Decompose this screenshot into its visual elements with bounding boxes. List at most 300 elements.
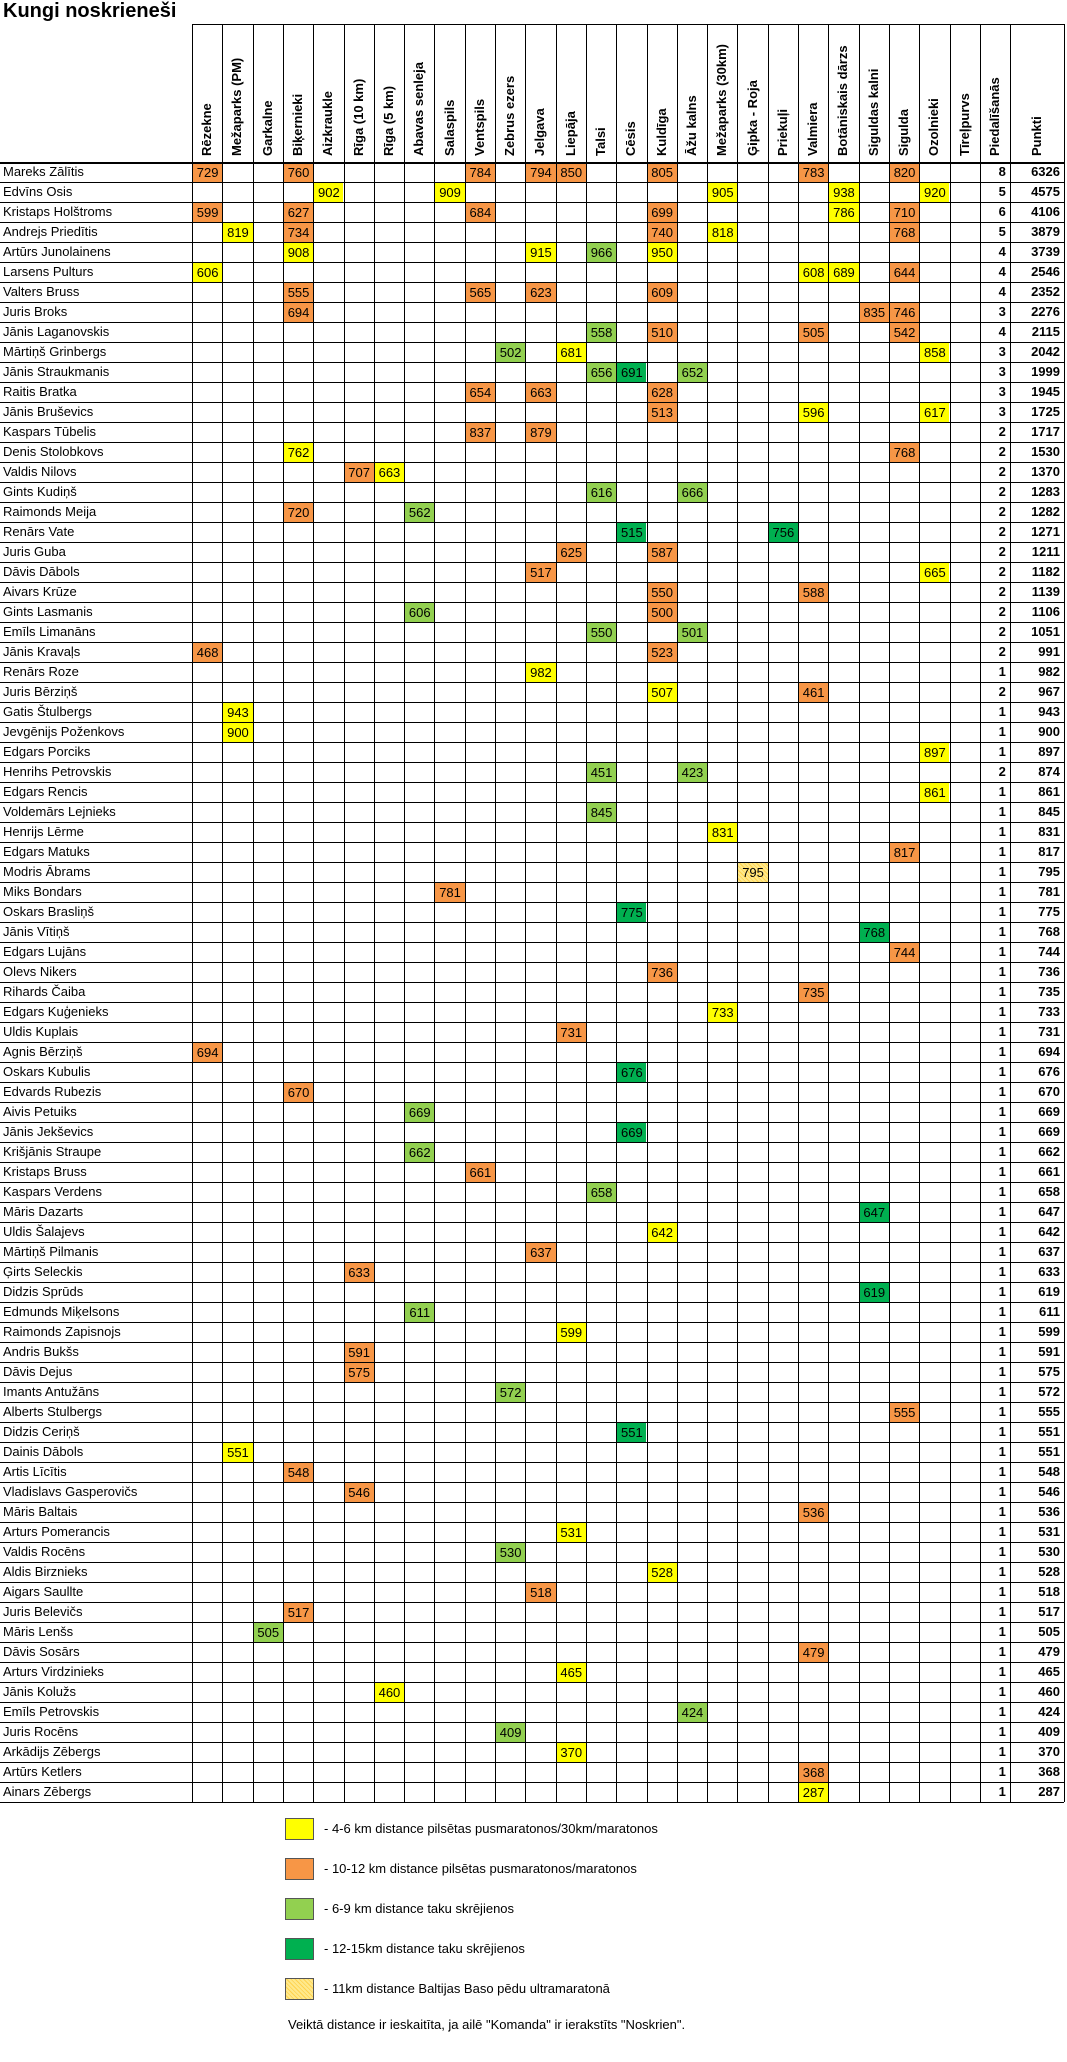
score-cell: 795: [738, 863, 767, 882]
points-total: 744: [1038, 944, 1060, 959]
participation-count: 1: [998, 1364, 1006, 1379]
participation-count: 2: [998, 484, 1006, 499]
points-total: 551: [1038, 1424, 1060, 1439]
column-header: Abavas senleja: [411, 62, 427, 156]
grid-line: [0, 762, 1064, 763]
score-cell: 786: [829, 203, 858, 222]
score-cell: 513: [648, 403, 677, 422]
score-cell: 837: [466, 423, 495, 442]
grid-line: [0, 1502, 1064, 1503]
points-total: 817: [1038, 844, 1060, 859]
score-cell: 287: [799, 1783, 828, 1802]
score-cell: 617: [920, 403, 949, 422]
runner-name: Arkādijs Zēbergs: [3, 1744, 101, 1759]
column-header: Priekuļi: [774, 109, 790, 156]
runner-name: Raitis Bratka: [3, 384, 77, 399]
score-cell: 424: [678, 1703, 707, 1722]
runner-name: Henrihs Petrovskis: [3, 764, 112, 779]
score-cell: 909: [435, 183, 464, 202]
runner-name: Gatis Štulbergs: [3, 704, 92, 719]
grid-line: [0, 662, 1064, 663]
grid-line: [0, 1762, 1064, 1763]
participation-count: 1: [998, 1704, 1006, 1719]
grid-line: [0, 1382, 1064, 1383]
grid-line: [980, 24, 981, 1802]
column-header: Mežaparks (PM): [229, 57, 245, 156]
grid-line: [0, 802, 1064, 803]
grid-line: [0, 1622, 1064, 1623]
participation-count: 1: [998, 664, 1006, 679]
grid-line: [0, 1182, 1064, 1183]
grid-line: [0, 482, 1064, 483]
score-cell: 633: [345, 1263, 374, 1282]
participation-count: 4: [998, 244, 1006, 259]
participation-count: 1: [998, 1604, 1006, 1619]
points-total: 287: [1038, 1784, 1060, 1799]
score-cell: 409: [496, 1723, 525, 1742]
runner-name: Mareks Zālītis: [3, 164, 84, 179]
runner-name: Renārs Vate: [3, 524, 75, 539]
participation-count: 5: [998, 224, 1006, 239]
runner-name: Mārtiņš Pilmanis: [3, 1244, 99, 1259]
grid-line: [707, 24, 708, 1802]
score-cell: 950: [648, 243, 677, 262]
grid-line: [0, 182, 1064, 183]
points-total: 768: [1038, 924, 1060, 939]
score-cell: 518: [526, 1583, 555, 1602]
participation-count: 1: [998, 1304, 1006, 1319]
participation-count: 5: [998, 184, 1006, 199]
score-cell: 658: [587, 1183, 616, 1202]
participation-count: 2: [998, 564, 1006, 579]
participation-count: 1: [998, 1544, 1006, 1559]
runner-name: Aldis Birznieks: [3, 1564, 88, 1579]
score-cell: 591: [345, 1343, 374, 1362]
score-cell: 550: [587, 623, 616, 642]
participation-count: 3: [998, 404, 1006, 419]
grid-line: [0, 1522, 1064, 1523]
participation-count: 3: [998, 384, 1006, 399]
runner-name: Māris Lenšs: [3, 1624, 74, 1639]
grid-line: [0, 1142, 1064, 1143]
runner-name: Jānis Straukmanis: [3, 364, 110, 379]
grid-line: [0, 1342, 1064, 1343]
score-cell: 599: [557, 1323, 586, 1342]
score-cell: 817: [890, 843, 919, 862]
column-header: Aizkraukle: [320, 90, 336, 156]
runner-name: Renārs Roze: [3, 664, 79, 679]
runner-name: Uldis Kuplais: [3, 1024, 79, 1039]
grid-line: [434, 24, 435, 1802]
score-cell: 465: [557, 1663, 586, 1682]
runner-name: Dāvis Sosārs: [3, 1644, 80, 1659]
score-cell: 555: [284, 283, 313, 302]
points-total: 2352: [1031, 284, 1060, 299]
participation-count: 1: [998, 1484, 1006, 1499]
runner-name: Edgars Rencis: [3, 784, 88, 799]
grid-line: [0, 1162, 1064, 1163]
score-cell: 647: [860, 1203, 889, 1222]
footnote: Veiktā distance ir ieskaitīta, ja ailē "Komanda" ir ierakstīts "Noskrien".: [288, 2017, 686, 2032]
grid-line: [0, 1402, 1064, 1403]
points-total: 1106: [1031, 604, 1060, 619]
participation-count: 1: [998, 1264, 1006, 1279]
legend-swatch: [285, 1938, 314, 1960]
score-cell: 656: [587, 363, 616, 382]
grid-line: [0, 602, 1064, 603]
points-total: 2276: [1031, 304, 1060, 319]
participation-count: 1: [998, 1504, 1006, 1519]
score-cell: 694: [193, 1043, 222, 1062]
grid-line: [192, 24, 1064, 25]
page-title: Kungi noskrieneši: [3, 0, 177, 22]
grid-line: [283, 24, 284, 1802]
score-cell: 731: [557, 1023, 586, 1042]
grid-line: [465, 24, 466, 1802]
points-total: 735: [1038, 984, 1060, 999]
score-cell: 548: [284, 1463, 313, 1482]
points-total: 4575: [1031, 184, 1060, 199]
score-cell: 845: [587, 803, 616, 822]
grid-line: [798, 24, 799, 1802]
column-header: Rīga (10 km): [350, 78, 366, 156]
runner-name: Dainis Dābols: [3, 1444, 84, 1459]
score-cell: 652: [678, 363, 707, 382]
grid-line: [0, 342, 1064, 343]
score-cell: 546: [345, 1483, 374, 1502]
grid-line: [192, 24, 193, 1802]
score-cell: 611: [405, 1303, 434, 1322]
participation-count: 1: [998, 1244, 1006, 1259]
participation-count: 1: [998, 1524, 1006, 1539]
grid-line: [0, 422, 1064, 423]
participation-count: 1: [998, 1124, 1006, 1139]
runner-name: Aivis Petuiks: [3, 1104, 77, 1119]
points-total: 3739: [1031, 244, 1060, 259]
grid-line: [616, 24, 617, 1802]
score-cell: 733: [708, 1003, 737, 1022]
points-total: 551: [1038, 1444, 1060, 1459]
score-cell: 665: [920, 563, 949, 582]
runner-name: Vladislavs Gasperovičs: [3, 1484, 138, 1499]
score-cell: 507: [648, 683, 677, 702]
grid-line: [525, 24, 526, 1802]
participation-count: 2: [998, 544, 1006, 559]
legend-label: - 10-12 km distance pilsētas pusmaratonos/maratonos: [324, 1861, 637, 1876]
participation-count: 1: [998, 824, 1006, 839]
score-cell: 619: [860, 1283, 889, 1302]
runner-name: Māris Baltais: [3, 1504, 78, 1519]
score-cell: 451: [587, 763, 616, 782]
runner-name: Kaspars Tūbelis: [3, 424, 96, 439]
grid-line: [0, 502, 1064, 503]
column-header: Ventspils: [471, 98, 487, 156]
column-header: Valmiera: [805, 102, 821, 156]
points-total: 3879: [1031, 224, 1060, 239]
column-header: Liepāja: [562, 111, 578, 156]
score-cell: 588: [799, 583, 828, 602]
runner-name: Ainars Zēbergs: [3, 1784, 92, 1799]
score-cell: 500: [648, 603, 677, 622]
column-header: Āžu kalns: [683, 95, 699, 156]
points-total: 694: [1038, 1044, 1060, 1059]
score-cell: 858: [920, 343, 949, 362]
score-cell: 670: [284, 1083, 313, 1102]
points-total: 1271: [1031, 524, 1060, 539]
participation-count: 1: [998, 1284, 1006, 1299]
grid-line: [222, 24, 223, 1802]
score-cell: 517: [526, 563, 555, 582]
participation-count: 1: [998, 1024, 1006, 1039]
runner-name: Juris Guba: [3, 544, 66, 559]
score-cell: 542: [890, 323, 919, 342]
grid-line: [0, 782, 1064, 783]
points-total: 731: [1038, 1024, 1060, 1039]
grid-line: [677, 24, 678, 1802]
participation-count: 8: [998, 164, 1006, 179]
score-cell: 768: [860, 923, 889, 942]
grid-line: [0, 642, 1064, 643]
grid-line: [586, 24, 587, 1802]
participation-count: 1: [998, 1104, 1006, 1119]
participation-count: 1: [998, 1064, 1006, 1079]
score-cell: 938: [829, 183, 858, 202]
runner-name: Uldis Šalajevs: [3, 1224, 85, 1239]
score-cell: 943: [223, 703, 252, 722]
points-total: 733: [1038, 1004, 1060, 1019]
score-cell: 572: [496, 1383, 525, 1402]
points-total: 669: [1038, 1104, 1060, 1119]
points-total: 619: [1038, 1284, 1060, 1299]
score-cell: 915: [526, 243, 555, 262]
column-header: Garkalne: [259, 100, 275, 156]
points-total: 662: [1038, 1144, 1060, 1159]
points-total: 897: [1038, 744, 1060, 759]
participation-count: 1: [998, 1684, 1006, 1699]
column-header: Salaspils: [441, 99, 457, 156]
grid-line: [0, 1742, 1064, 1743]
participation-count: 1: [998, 1224, 1006, 1239]
legend-label: - 6-9 km distance taku skrējienos: [324, 1901, 515, 1916]
participation-count: 1: [998, 1164, 1006, 1179]
grid-line: [0, 1782, 1064, 1783]
score-cell: 562: [405, 503, 434, 522]
points-total: 1530: [1031, 444, 1060, 459]
grid-line: [0, 162, 1064, 164]
score-cell: 902: [314, 183, 343, 202]
participation-count: 1: [998, 784, 1006, 799]
points-total: 530: [1038, 1544, 1060, 1559]
score-cell: 625: [557, 543, 586, 562]
score-cell: 689: [829, 263, 858, 282]
column-header: Rēzekne: [199, 103, 215, 156]
runner-name: Olevs Nikers: [3, 964, 77, 979]
grid-line: [0, 1102, 1064, 1103]
points-total: 775: [1038, 904, 1060, 919]
runner-name: Andris Bukšs: [3, 1344, 79, 1359]
runner-name: Ģirts Seleckis: [3, 1264, 83, 1279]
grid-line: [0, 562, 1064, 563]
participation-count: 1: [998, 1044, 1006, 1059]
grid-line: [344, 24, 345, 1802]
participation-count: 1: [998, 924, 1006, 939]
points-total: 943: [1038, 704, 1060, 719]
score-cell: 654: [466, 383, 495, 402]
participation-count: 1: [998, 1624, 1006, 1639]
grid-line: [1064, 24, 1065, 1802]
grid-line: [737, 24, 738, 1802]
runner-name: Dāvis Dejus: [3, 1364, 73, 1379]
runner-name: Valdis Nilovs: [3, 464, 77, 479]
runner-name: Emīls Petrovskis: [3, 1704, 100, 1719]
runner-name: Jevgēnijs Poženkovs: [3, 724, 125, 739]
grid-line: [0, 582, 1064, 583]
participation-count: 1: [998, 984, 1006, 999]
grid-line: [0, 682, 1064, 683]
grid-line: [647, 24, 648, 1802]
participation-count: 1: [998, 1724, 1006, 1739]
participation-count: 1: [998, 1324, 1006, 1339]
grid-line: [0, 1322, 1064, 1323]
score-cell: 517: [284, 1603, 313, 1622]
grid-line: [919, 24, 920, 1802]
grid-line: [0, 1702, 1064, 1703]
score-cell: 694: [284, 303, 313, 322]
runner-name: Juris Rocēns: [3, 1724, 79, 1739]
legend-swatch: [285, 1898, 314, 1920]
points-total: 531: [1038, 1524, 1060, 1539]
score-cell: 663: [375, 463, 404, 482]
score-cell: 555: [890, 1403, 919, 1422]
score-cell: 676: [617, 1063, 646, 1082]
grid-line: [0, 1302, 1064, 1303]
points-total: 1999: [1031, 364, 1060, 379]
runner-name: Jānis Kolužs: [3, 1684, 76, 1699]
score-cell: 905: [708, 183, 737, 202]
participation-count: 1: [998, 704, 1006, 719]
participation-count: 3: [998, 344, 1006, 359]
column-header: Mežaparks (30km): [714, 44, 730, 156]
grid-line: [0, 922, 1064, 923]
score-cell: 684: [466, 203, 495, 222]
score-cell: 784: [466, 163, 495, 182]
grid-line: [0, 462, 1064, 463]
score-cell: 505: [799, 323, 828, 342]
column-header: Talsi: [593, 127, 609, 156]
points-total: 1717: [1031, 424, 1060, 439]
runner-name: Kaspars Verdens: [3, 1184, 103, 1199]
points-total: 658: [1038, 1184, 1060, 1199]
grid-line: [313, 24, 314, 1802]
runner-name: Valdis Rocēns: [3, 1544, 86, 1559]
points-total: 409: [1038, 1724, 1060, 1739]
runner-name: Dāvis Dābols: [3, 564, 80, 579]
score-cell: 982: [526, 663, 555, 682]
points-total: 4106: [1031, 204, 1060, 219]
score-cell: 608: [799, 263, 828, 282]
points-total: 575: [1038, 1364, 1060, 1379]
grid-line: [0, 1222, 1064, 1223]
grid-line: [0, 1442, 1064, 1443]
participation-count: 2: [998, 644, 1006, 659]
points-total: 611: [1039, 1304, 1060, 1319]
participation-count: 1: [998, 1664, 1006, 1679]
score-cell: 642: [648, 1223, 677, 1242]
grid-line: [0, 242, 1064, 243]
grid-line: [0, 1082, 1064, 1083]
grid-line: [0, 1042, 1064, 1043]
runner-name: Edgars Matuks: [3, 844, 90, 859]
runner-name: Andrejs Priedītis: [3, 224, 98, 239]
score-cell: 681: [557, 343, 586, 362]
grid-line: [374, 24, 375, 1802]
points-total: 642: [1038, 1224, 1060, 1239]
participation-count: 1: [998, 904, 1006, 919]
score-cell: 818: [708, 223, 737, 242]
column-header: Tīreļpurvs: [956, 93, 972, 156]
column-header: Cēsis: [623, 121, 639, 156]
legend-label: - 12-15km distance taku skrējienos: [324, 1941, 525, 1956]
score-cell: 897: [920, 743, 949, 762]
participation-count: 1: [998, 1564, 1006, 1579]
grid-line: [556, 24, 557, 1802]
score-cell: 850: [557, 163, 586, 182]
participation-count: 1: [998, 804, 1006, 819]
points-total: 845: [1038, 804, 1060, 819]
runner-name: Rihards Čaiba: [3, 984, 86, 999]
participation-count: 1: [998, 1464, 1006, 1479]
points-total: 1370: [1031, 464, 1060, 479]
participation-count: 4: [998, 264, 1006, 279]
runner-name: Jānis Kravaļs: [3, 644, 81, 659]
score-cell: 637: [526, 1243, 555, 1262]
participation-count: 3: [998, 364, 1006, 379]
participation-count: 2: [998, 624, 1006, 639]
score-cell: 966: [587, 243, 616, 262]
score-cell: 831: [708, 823, 737, 842]
points-total: 781: [1038, 884, 1060, 899]
points-total: 546: [1038, 1484, 1060, 1499]
score-cell: 805: [648, 163, 677, 182]
points-total: 460: [1038, 1684, 1060, 1699]
grid-line: [0, 362, 1064, 363]
points-total: 647: [1038, 1204, 1060, 1219]
score-cell: 740: [648, 223, 677, 242]
score-cell: 550: [648, 583, 677, 602]
column-header: Rīga (5 km): [380, 85, 396, 156]
score-cell: 565: [466, 283, 495, 302]
runner-name: Krišjānis Straupe: [3, 1144, 102, 1159]
runner-name: Oskars Kubulis: [3, 1064, 91, 1079]
runner-name: Modris Ābrams: [3, 864, 91, 879]
participation-count: 2: [998, 524, 1006, 539]
runner-name: Arturs Pomerancis: [3, 1524, 110, 1539]
participation-count: 1: [998, 1404, 1006, 1419]
runner-name: Denis Stolobkovs: [3, 444, 104, 459]
participation-count: 1: [998, 744, 1006, 759]
points-total: 2115: [1031, 324, 1060, 339]
participation-count: 1: [998, 1644, 1006, 1659]
points-total: 874: [1038, 764, 1060, 779]
score-cell: 669: [405, 1103, 434, 1122]
score-cell: 661: [466, 1163, 495, 1182]
column-header: Piedalīšanās: [986, 77, 1002, 156]
score-cell: 736: [648, 963, 677, 982]
runner-name: Oskars Brasliņš: [3, 904, 95, 919]
grid-line: [0, 522, 1064, 523]
grid-line: [0, 1682, 1064, 1683]
score-cell: 370: [557, 1743, 586, 1762]
